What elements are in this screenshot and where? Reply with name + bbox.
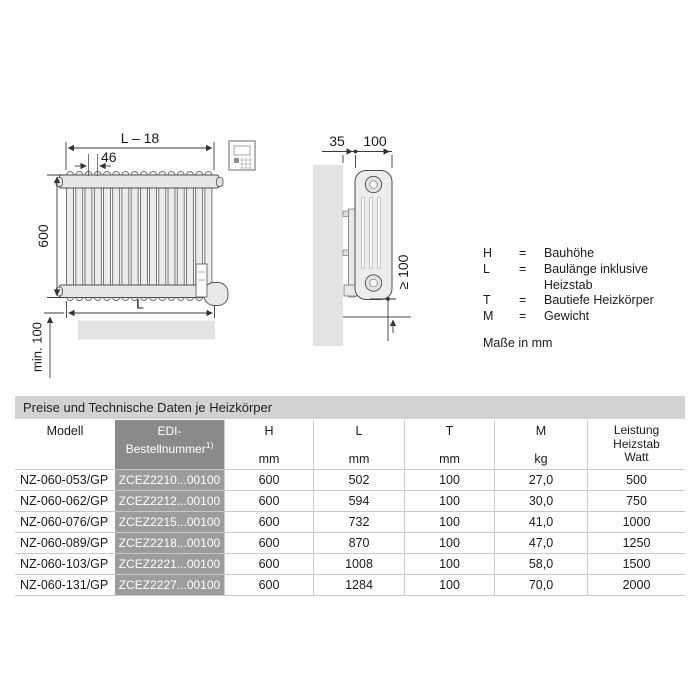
- cell-model: NZ-060-089/GP: [15, 532, 115, 553]
- legend-label: Bautiefe Heizkörper: [544, 293, 654, 308]
- legend-symbol: M: [483, 309, 494, 324]
- table-row: [15, 532, 685, 553]
- cell-edi: ZCEZ2221...00100: [115, 553, 224, 574]
- cell-h: 600: [224, 490, 313, 511]
- cell-h: 600: [224, 511, 313, 532]
- table-row: [15, 511, 685, 532]
- cell-watt: 1500: [587, 553, 685, 574]
- edi-header-line1: EDI-: [157, 424, 182, 438]
- dim-min-100: [44, 313, 64, 378]
- radiator-tubes: [67, 172, 212, 301]
- cell-m: 58,0: [494, 553, 587, 574]
- side-slots: [362, 197, 381, 269]
- cell-watt: 750: [587, 490, 685, 511]
- cell-l: 1008: [313, 553, 404, 574]
- cell-h: 600: [224, 553, 313, 574]
- cell-m: 47,0: [494, 532, 587, 553]
- cell-m: 41,0: [494, 511, 587, 532]
- legend-item: [483, 293, 700, 309]
- table-row: [15, 574, 685, 595]
- col-header-l: L mm: [313, 420, 404, 469]
- dimension-legend: [483, 246, 700, 352]
- side-view: [313, 133, 411, 346]
- cell-m: 70,0: [494, 574, 587, 595]
- col-header-edi: [115, 420, 224, 469]
- table-title: Preise und Technische Daten je Heizkörper: [15, 396, 685, 420]
- cell-watt: 500: [587, 469, 685, 490]
- dim-label-46: 46: [101, 149, 117, 165]
- cell-watt: 1250: [587, 532, 685, 553]
- cell-edi: ZCEZ2210...00100: [115, 469, 224, 490]
- legend-equals: =: [519, 309, 527, 324]
- table-row: [15, 553, 685, 574]
- cell-watt: 2000: [587, 574, 685, 595]
- legend-symbol: H: [483, 246, 493, 260]
- cell-l: 502: [313, 469, 404, 490]
- radiator-pictogram-icon: [229, 141, 255, 170]
- dim-ge-100: [370, 299, 396, 341]
- legend-item: [483, 309, 700, 325]
- heizstab-control-box: [196, 264, 207, 297]
- table-body: [15, 469, 685, 596]
- cell-model: NZ-060-103/GP: [15, 553, 115, 574]
- cell-t: 100: [404, 490, 494, 511]
- cell-l: 594: [313, 490, 404, 511]
- cell-edi: ZCEZ2227...00100: [115, 574, 224, 595]
- col-header-h: H mm: [224, 420, 313, 469]
- units-note: Maße in mm: [483, 335, 553, 350]
- wall: [313, 165, 343, 346]
- cell-l: 732: [313, 511, 404, 532]
- cell-watt: 1000: [587, 511, 685, 532]
- col-header-model: Modell: [46, 424, 84, 438]
- table-header-row: [15, 420, 685, 469]
- dim-label-l-minus-18: L – 18: [120, 130, 160, 146]
- legend-item: [483, 262, 700, 294]
- col-header-t: T mm: [404, 420, 494, 469]
- legend-equals: =: [519, 246, 527, 260]
- cell-t: 100: [404, 469, 494, 490]
- col-header-m: M kg: [494, 420, 587, 469]
- cell-edi: ZCEZ2218...00100: [115, 532, 224, 553]
- edi-header-line2: Bestellnummer: [125, 442, 206, 456]
- legend-label: Baulänge inklusive Heizstab: [543, 261, 649, 292]
- cell-model: NZ-060-076/GP: [15, 511, 115, 532]
- cell-m: 30,0: [494, 490, 587, 511]
- dim-label-600: 600: [35, 224, 51, 248]
- dim-label-100: 100: [363, 133, 387, 149]
- legend-symbol: T: [483, 293, 491, 308]
- cell-edi: ZCEZ2215...00100: [115, 511, 224, 532]
- cell-h: 600: [224, 469, 313, 490]
- top-collector: [60, 175, 219, 188]
- legend-symbol: L: [483, 261, 490, 276]
- cell-edi: ZCEZ2212...00100: [115, 490, 224, 511]
- dim-label-35: 35: [329, 133, 345, 149]
- cell-h: 600: [224, 532, 313, 553]
- cell-model: NZ-060-062/GP: [15, 490, 115, 511]
- cell-model: NZ-060-053/GP: [15, 469, 115, 490]
- cell-t: 100: [404, 511, 494, 532]
- legend-label: Bauhöhe: [544, 246, 595, 260]
- edi-header-footnote: 1): [205, 440, 214, 450]
- cell-l: 1284: [313, 574, 404, 595]
- cell-model: NZ-060-131/GP: [15, 574, 115, 595]
- cell-h: 600: [224, 574, 313, 595]
- legend-label: Gewicht: [544, 309, 590, 324]
- cell-l: 870: [313, 532, 404, 553]
- legend-item: [483, 246, 700, 262]
- legend-equals: =: [519, 293, 527, 308]
- heizstab-housing: [204, 283, 228, 306]
- cell-m: 27,0: [494, 469, 587, 490]
- cell-t: 100: [404, 574, 494, 595]
- front-view: [30, 130, 256, 378]
- floor-strip: [78, 321, 215, 340]
- table-row: [15, 469, 685, 490]
- legend-equals: =: [518, 261, 527, 276]
- cell-t: 100: [404, 553, 494, 574]
- cell-t: 100: [404, 532, 494, 553]
- dim-label-min-100: min. 100: [29, 322, 45, 372]
- table-row: [15, 490, 685, 511]
- dim-label-ge-100: ≥ 100: [395, 254, 411, 290]
- dim-label-l: L: [136, 295, 144, 312]
- col-header-power: Leistung Heizstab Watt: [587, 420, 685, 469]
- technical-data-table: [15, 396, 685, 596]
